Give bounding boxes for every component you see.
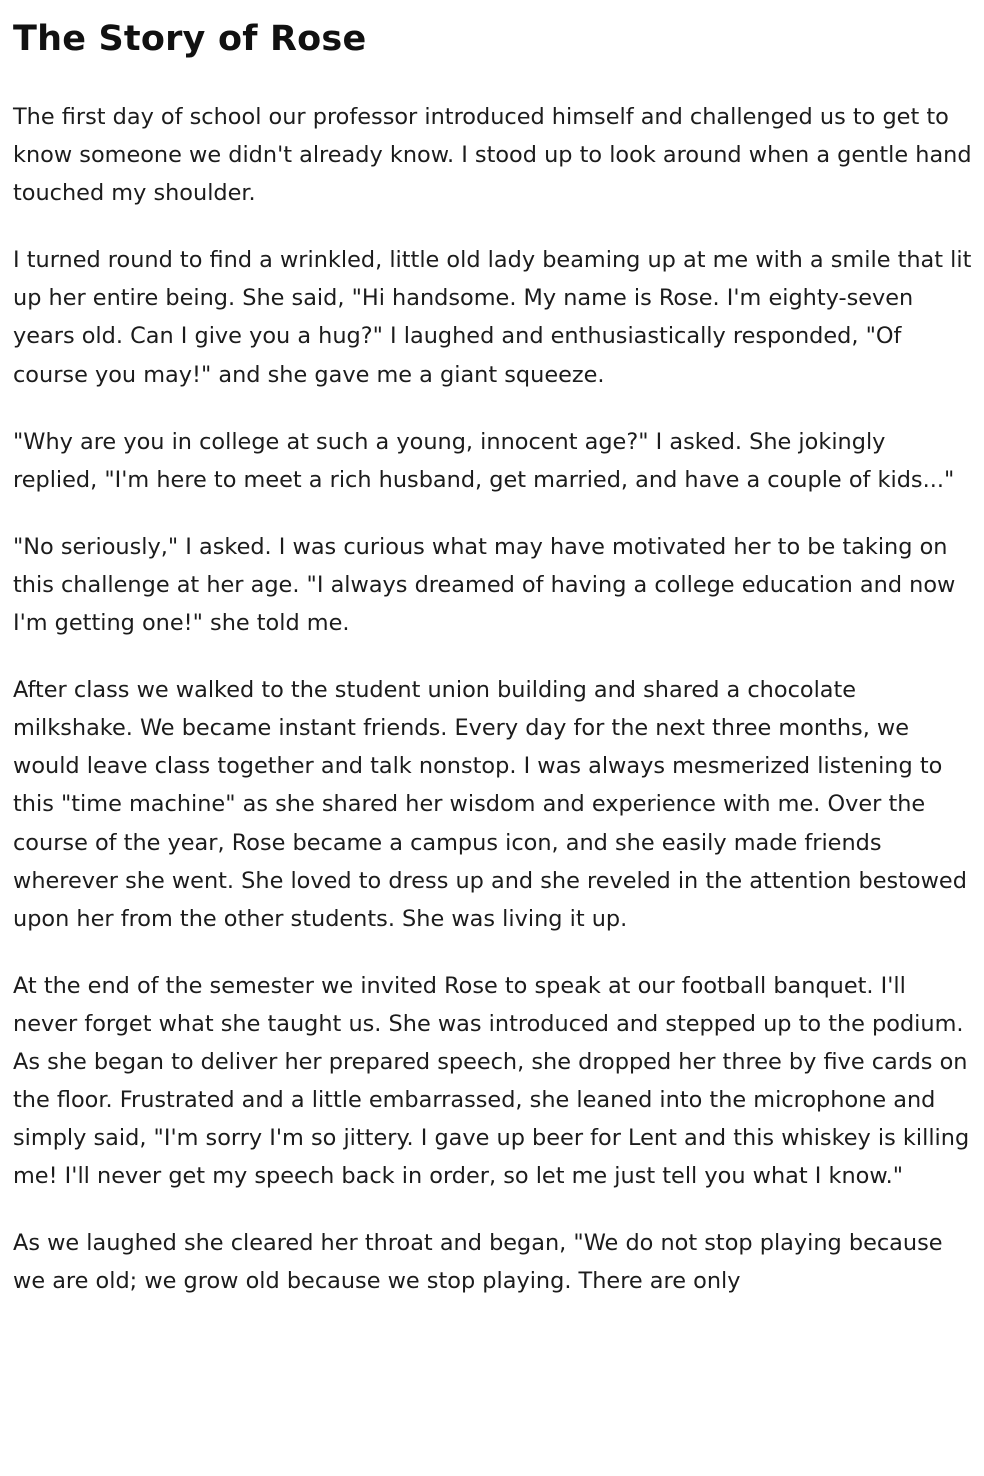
document-page	[13, 0, 975, 1301]
paragraph-2: I turned round to find a wrinkled, little old lady beaming up at me with a smile that lit up her entire being. She said, "Hi handsome. My name is Rose. I'm eighty-seven years old. Can I give you a hug?" I laughed and enthusiastically responded, "Of course you may!" and she gave me a giant squeeze.	[13, 247, 972, 388]
paragraph-6: At the end of the semester we invited Rose to speak at our football banquet. I'll never forget what she taught us. She was introduced and stepped up to the podium. As she began to deliver her prepared speech, she dropped her three by five cards on the floor. Frustrated and a little embarrassed, she leaned into the microphone and simply said, "I'm sorry I'm so jittery. I gave up beer for Lent and this whiskey is killing me! I'll never get my speech back in order, so let me just tell you what I know."	[13, 972, 970, 1190]
paragraph-7: As we laughed she cleared her throat and began, "We do not stop playing because we are old; we grow old because we stop playing. There are only	[13, 1230, 943, 1295]
paragraph-1: The first day of school our professor introduced himself and challenged us to get to know someone we didn't already know. I stood up to look around when a gentle hand touched my shoulder.	[13, 104, 972, 207]
paragraph-5: After class we walked to the student union building and shared a chocolate milkshake. We became instant friends. Every day for the next three months, we would leave class together and talk nonstop. I was always mesmerized listening to this "time machine" as she shared her wisdom and experience with me. Over the course of the year, Rose became a campus icon, and she easily made friends wherever she went. She loved to dress up and she reveled in the attention bestowed upon her from the other students. She was living it up.	[13, 677, 967, 932]
paragraph-3: "Why are you in college at such a young, innocent age?" I asked. She jokingly replied, "I'm here to meet a rich husband, get married, and have a couple of kids..."	[13, 428, 955, 493]
paragraph-4: "No seriously," I asked. I was curious what may have motivated her to be taking on this challenge at her age. "I always dreamed of having a college education and now I'm getting one!" she told me.	[13, 533, 956, 637]
page-title: The Story of Rose	[13, 19, 367, 59]
